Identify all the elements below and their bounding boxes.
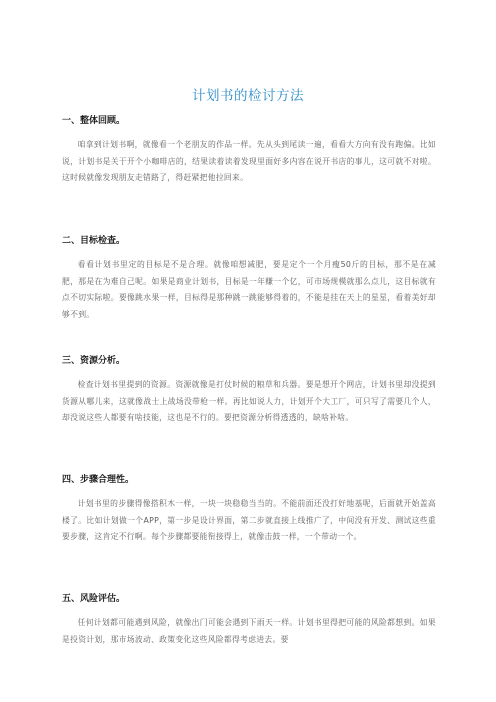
section-risk-assessment — [62, 593, 436, 648]
section-goal-check — [62, 235, 436, 323]
section-step-rationality — [62, 474, 436, 546]
section-body: 计划书里的步骤得像搭积木一样，一块一块稳稳当当的。不能前面还没打好地基呢，后面就开始盖高楼了。比如计划做一个APP，第一步是设计界面，第二步就直接上线推广了，中间没有开发、测试这些重要步骤，这肯定不行啊。每个步骤都要能衔接得上，就像击鼓一样，一个带动一个。 — [62, 499, 436, 541]
section-body: 任何计划都可能遇到风险，就像出门可能会遇到下雨天一样。计划书里得把可能的风险都想到。如果是投资计划，那市场波动、政策变化这些风险都得考虑进去。要 — [62, 618, 436, 644]
section-body: 检查计划书里提到的资源。资源就像是打仗时候的粮草和兵器。要是想开个网店，计划书里却没提到货源从哪儿来，这就像战士上战场没带枪一样。再比如说人力，计划开个大工厂，可只写了需要几个人，却没说这些人都要有啥技能，这也是不行的。要把资源分析得透透的，缺啥补啥。 — [62, 380, 436, 422]
section-overall-review — [62, 115, 436, 187]
section-body: 咱拿到计划书啊，就像看一个老朋友的作品一样。先从头到尾读一遍，看看大方向有没有跑偏。比如说，计划书是关于开个小咖啡店的，结果读着读着发现里面好多内容在说开书店的事儿，这可就不对啦。这时候就像发现朋友走错路了，得赶紧把他拉回来。 — [62, 140, 436, 182]
section-heading: 五、风险评估。 — [62, 594, 126, 604]
section-heading: 三、资源分析。 — [62, 356, 126, 366]
section-heading: 四、步骤合理性。 — [62, 475, 135, 485]
section-heading: 一、整体回顾。 — [62, 116, 126, 126]
section-heading: 二、目标检查。 — [62, 236, 126, 246]
section-resource-analysis — [62, 355, 436, 427]
section-body: 看看计划书里定的目标是不是合理。就像咱想减肥，要是定个一个月瘦50斤的目标，那不是在减肥，那是在为难自己呢。如果是商业计划书，目标是一年赚一个亿，可市场规模就那么点儿，这目标就有点不切实际啦。要像跳水果一样，目标得是那种跳一跳能够得着的，不能是挂在天上的星星，看着美好却够不到。 — [62, 260, 436, 319]
document-title: 计划书的检讨方法 — [192, 88, 304, 104]
